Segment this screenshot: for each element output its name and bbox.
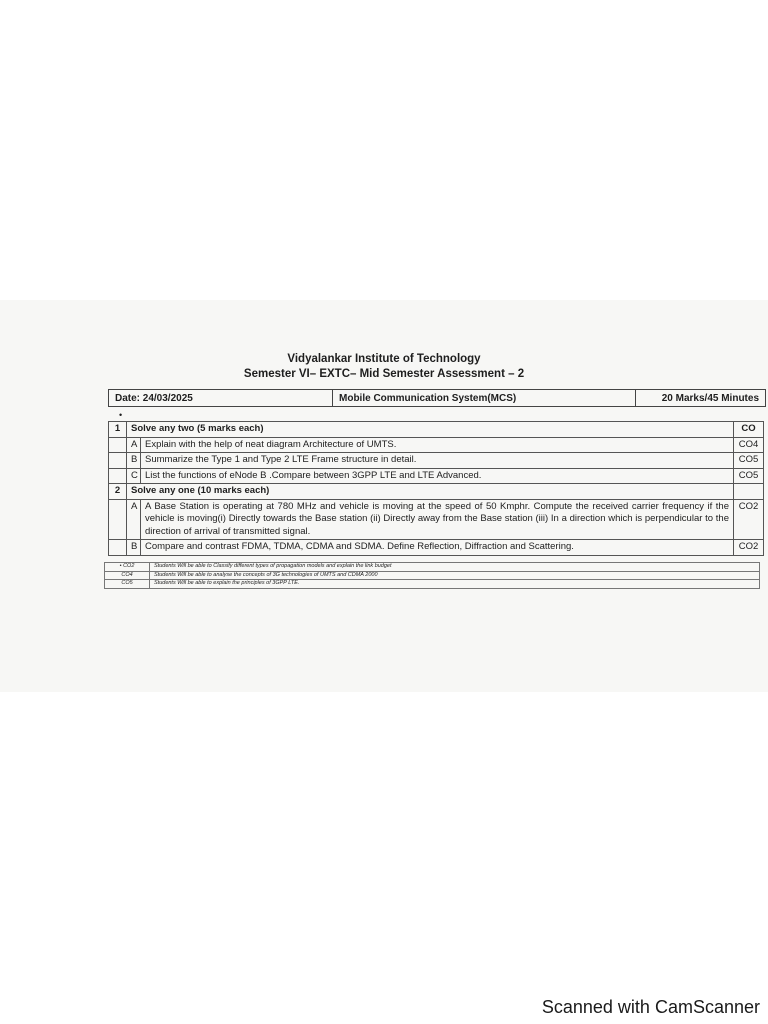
part-co: CO5 bbox=[734, 468, 764, 484]
question-number: 1 bbox=[109, 422, 127, 438]
outcome-id: CO4 bbox=[105, 571, 150, 580]
question-row-2 bbox=[109, 484, 764, 500]
part-co: CO2 bbox=[734, 540, 764, 556]
question-part-row bbox=[109, 540, 764, 556]
question-part-row bbox=[109, 468, 764, 484]
exam-header-row bbox=[108, 389, 766, 407]
part-label: A bbox=[127, 499, 141, 540]
question-number: 2 bbox=[109, 484, 127, 500]
question-part-row bbox=[109, 437, 764, 453]
subject-name: Mobile Communication System(MCS) bbox=[333, 390, 636, 406]
part-label: A bbox=[127, 437, 141, 453]
outcome-text: Students Will be able to explain the principles of 3GPP LTE. bbox=[150, 580, 760, 589]
part-text: Compare and contrast FDMA, TDMA, CDMA and SDMA. Define Reflection, Diffraction and Scattering. bbox=[141, 540, 734, 556]
part-label: B bbox=[127, 453, 141, 469]
exam-date: Date: 24/03/2025 bbox=[109, 390, 333, 406]
outcome-text: Students Will be able to analyse the concepts of 3G technologies of UMTS and CDMA 2000 bbox=[150, 571, 760, 580]
outcome-row bbox=[105, 563, 760, 572]
institute-name: Vidyalankar Institute of Technology bbox=[287, 353, 481, 365]
exam-paper bbox=[0, 300, 768, 692]
questions-table bbox=[108, 421, 764, 556]
exam-title: Semester VI– EXTC– Mid Semester Assessment – 2 bbox=[243, 368, 525, 380]
part-co: CO5 bbox=[734, 453, 764, 469]
outcome-row bbox=[105, 571, 760, 580]
part-text: Summarize the Type 1 and Type 2 LTE Frame structure in detail. bbox=[141, 453, 734, 469]
title-block bbox=[0, 352, 768, 382]
blank-area bbox=[0, 0, 768, 300]
course-outcomes-table bbox=[104, 562, 760, 589]
part-text: List the functions of eNode B .Compare between 3GPP LTE and LTE Advanced. bbox=[141, 468, 734, 484]
part-co: CO2 bbox=[734, 499, 764, 540]
part-label: C bbox=[127, 468, 141, 484]
question-heading: Solve any two (5 marks each) bbox=[127, 422, 734, 438]
outcome-id: • CO2 bbox=[105, 563, 150, 572]
question-heading: Solve any one (10 marks each) bbox=[127, 484, 734, 500]
question-part-row bbox=[109, 453, 764, 469]
bullet-mark: • bbox=[119, 410, 123, 420]
scanner-watermark: Scanned with CamScanner bbox=[541, 997, 760, 1017]
outcome-id: CO5 bbox=[105, 580, 150, 589]
part-label: B bbox=[127, 540, 141, 556]
part-text: Explain with the help of neat diagram Architecture of UMTS. bbox=[141, 437, 734, 453]
outcome-text: Students Will be able to Classify different types of propagation models and explain the link budget bbox=[150, 563, 760, 572]
part-co: CO4 bbox=[734, 437, 764, 453]
outcome-row bbox=[105, 580, 760, 589]
co-column-heading: CO bbox=[734, 422, 764, 438]
marks-time: 20 Marks/45 Minutes bbox=[661, 392, 759, 404]
question-part-row bbox=[109, 499, 764, 540]
question-row-1 bbox=[109, 422, 764, 438]
co-column-heading bbox=[734, 484, 764, 500]
part-text: A Base Station is operating at 780 MHz and vehicle is moving at the speed of 50 Kmphr. Compute the received carrier frequency if the vehicle is moving(i) Directly towards the Base station (ii) Directly away from the Base station (iii) In a direction which is perpendicular to the direction of arrival of transmitted signal. bbox=[141, 499, 734, 540]
